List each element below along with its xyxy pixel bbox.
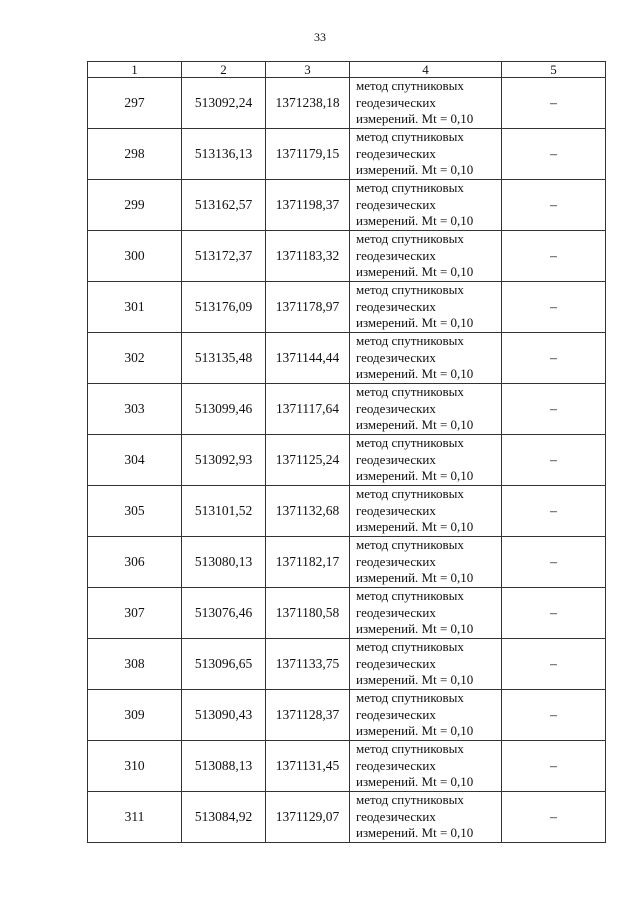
- method-line: геодезических: [356, 247, 436, 263]
- point-number-cell: 309: [88, 690, 182, 741]
- y-coordinate-cell: 1371238,18: [266, 78, 350, 129]
- x-coordinate-cell: 513088,13: [182, 741, 266, 792]
- point-number-cell: 306: [88, 537, 182, 588]
- x-coordinate-cell: 513135,48: [182, 333, 266, 384]
- note-cell: –: [502, 78, 606, 129]
- table-row: [88, 282, 606, 333]
- note-cell: –: [502, 333, 606, 384]
- x-coordinate-cell: 513136,13: [182, 129, 266, 180]
- method-line: геодезических: [356, 655, 436, 671]
- x-coordinate-cell: 513092,93: [182, 435, 266, 486]
- table-header-row: [88, 62, 606, 78]
- method-line: метод спутниковых: [356, 78, 464, 94]
- table-row: [88, 741, 606, 792]
- table-row: [88, 231, 606, 282]
- method-cell: [350, 129, 502, 180]
- table-row: [88, 180, 606, 231]
- y-coordinate-cell: 1371198,37: [266, 180, 350, 231]
- method-line: геодезических: [356, 400, 436, 416]
- note-cell: –: [502, 588, 606, 639]
- method-cell: [350, 78, 502, 129]
- method-cell: [350, 792, 502, 843]
- point-number-cell: 310: [88, 741, 182, 792]
- method-line: геодезических: [356, 502, 436, 518]
- note-cell: –: [502, 792, 606, 843]
- method-line: измерений. Mt = 0,10: [356, 621, 474, 637]
- note-cell: –: [502, 537, 606, 588]
- table-row: [88, 792, 606, 843]
- column-header-4: 4: [350, 62, 502, 78]
- y-coordinate-cell: 1371133,75: [266, 639, 350, 690]
- note-cell: –: [502, 639, 606, 690]
- method-cell: [350, 435, 502, 486]
- method-line: метод спутниковых: [356, 588, 464, 604]
- method-line: измерений. Mt = 0,10: [356, 570, 474, 586]
- method-line: метод спутниковых: [356, 741, 464, 757]
- note-cell: –: [502, 129, 606, 180]
- x-coordinate-cell: 513080,13: [182, 537, 266, 588]
- x-coordinate-cell: 513162,57: [182, 180, 266, 231]
- column-header-1: 1: [88, 62, 182, 78]
- method-line: метод спутниковых: [356, 639, 464, 655]
- y-coordinate-cell: 1371144,44: [266, 333, 350, 384]
- point-number-cell: 300: [88, 231, 182, 282]
- table-row: [88, 639, 606, 690]
- y-coordinate-cell: 1371183,32: [266, 231, 350, 282]
- method-line: геодезических: [356, 757, 436, 773]
- x-coordinate-cell: 513176,09: [182, 282, 266, 333]
- method-line: измерений. Mt = 0,10: [356, 417, 474, 433]
- y-coordinate-cell: 1371179,15: [266, 129, 350, 180]
- method-cell: [350, 690, 502, 741]
- method-line: измерений. Mt = 0,10: [356, 366, 474, 382]
- method-line: метод спутниковых: [356, 486, 464, 502]
- method-line: измерений. Mt = 0,10: [356, 672, 474, 688]
- column-header-2: 2: [182, 62, 266, 78]
- table-row: [88, 537, 606, 588]
- method-cell: [350, 384, 502, 435]
- method-line: метод спутниковых: [356, 129, 464, 145]
- y-coordinate-cell: 1371117,64: [266, 384, 350, 435]
- table-row: [88, 78, 606, 129]
- point-number-cell: 305: [88, 486, 182, 537]
- x-coordinate-cell: 513096,65: [182, 639, 266, 690]
- method-line: измерений. Mt = 0,10: [356, 723, 474, 739]
- point-number-cell: 297: [88, 78, 182, 129]
- note-cell: –: [502, 435, 606, 486]
- method-line: геодезических: [356, 349, 436, 365]
- table-row: [88, 129, 606, 180]
- method-line: геодезических: [356, 451, 436, 467]
- method-line: метод спутниковых: [356, 231, 464, 247]
- note-cell: –: [502, 741, 606, 792]
- point-number-cell: 301: [88, 282, 182, 333]
- note-cell: –: [502, 180, 606, 231]
- method-line: метод спутниковых: [356, 792, 464, 808]
- table-row: [88, 486, 606, 537]
- method-line: метод спутниковых: [356, 384, 464, 400]
- y-coordinate-cell: 1371132,68: [266, 486, 350, 537]
- method-cell: [350, 537, 502, 588]
- method-line: метод спутниковых: [356, 180, 464, 196]
- point-number-cell: 299: [88, 180, 182, 231]
- y-coordinate-cell: 1371125,24: [266, 435, 350, 486]
- x-coordinate-cell: 513172,37: [182, 231, 266, 282]
- y-coordinate-cell: 1371180,58: [266, 588, 350, 639]
- method-line: геодезических: [356, 604, 436, 620]
- method-line: метод спутниковых: [356, 333, 464, 349]
- point-number-cell: 308: [88, 639, 182, 690]
- method-cell: [350, 282, 502, 333]
- method-cell: [350, 231, 502, 282]
- method-line: геодезических: [356, 196, 436, 212]
- note-cell: –: [502, 486, 606, 537]
- method-line: геодезических: [356, 553, 436, 569]
- table-row: [88, 690, 606, 741]
- method-cell: [350, 588, 502, 639]
- y-coordinate-cell: 1371131,45: [266, 741, 350, 792]
- x-coordinate-cell: 513076,46: [182, 588, 266, 639]
- coordinates-table: [87, 61, 606, 843]
- method-line: измерений. Mt = 0,10: [356, 315, 474, 331]
- method-cell: [350, 180, 502, 231]
- note-cell: –: [502, 384, 606, 435]
- method-line: измерений. Mt = 0,10: [356, 468, 474, 484]
- point-number-cell: 298: [88, 129, 182, 180]
- table-row: [88, 435, 606, 486]
- method-line: метод спутниковых: [356, 435, 464, 451]
- y-coordinate-cell: 1371182,17: [266, 537, 350, 588]
- method-line: измерений. Mt = 0,10: [356, 774, 474, 790]
- note-cell: –: [502, 231, 606, 282]
- method-cell: [350, 486, 502, 537]
- method-line: геодезических: [356, 145, 436, 161]
- x-coordinate-cell: 513092,24: [182, 78, 266, 129]
- method-line: геодезических: [356, 94, 436, 110]
- point-number-cell: 307: [88, 588, 182, 639]
- table-row: [88, 384, 606, 435]
- point-number-cell: 303: [88, 384, 182, 435]
- x-coordinate-cell: 513099,46: [182, 384, 266, 435]
- method-cell: [350, 741, 502, 792]
- point-number-cell: 302: [88, 333, 182, 384]
- x-coordinate-cell: 513101,52: [182, 486, 266, 537]
- x-coordinate-cell: 513084,92: [182, 792, 266, 843]
- method-line: геодезических: [356, 706, 436, 722]
- note-cell: –: [502, 282, 606, 333]
- page-number: 33: [314, 30, 326, 44]
- method-cell: [350, 639, 502, 690]
- method-line: измерений. Mt = 0,10: [356, 213, 474, 229]
- method-line: измерений. Mt = 0,10: [356, 825, 474, 841]
- table-row: [88, 333, 606, 384]
- method-line: геодезических: [356, 808, 436, 824]
- x-coordinate-cell: 513090,43: [182, 690, 266, 741]
- method-cell: [350, 333, 502, 384]
- method-line: измерений. Mt = 0,10: [356, 519, 474, 535]
- table-row: [88, 588, 606, 639]
- method-line: измерений. Mt = 0,10: [356, 264, 474, 280]
- point-number-cell: 311: [88, 792, 182, 843]
- y-coordinate-cell: 1371129,07: [266, 792, 350, 843]
- y-coordinate-cell: 1371128,37: [266, 690, 350, 741]
- table-body: [88, 78, 606, 843]
- method-line: метод спутниковых: [356, 282, 464, 298]
- column-header-3: 3: [266, 62, 350, 78]
- column-header-5: 5: [502, 62, 606, 78]
- point-number-cell: 304: [88, 435, 182, 486]
- method-line: измерений. Mt = 0,10: [356, 162, 474, 178]
- method-line: метод спутниковых: [356, 537, 464, 553]
- method-line: метод спутниковых: [356, 690, 464, 706]
- method-line: геодезических: [356, 298, 436, 314]
- y-coordinate-cell: 1371178,97: [266, 282, 350, 333]
- note-cell: –: [502, 690, 606, 741]
- method-line: измерений. Mt = 0,10: [356, 111, 474, 127]
